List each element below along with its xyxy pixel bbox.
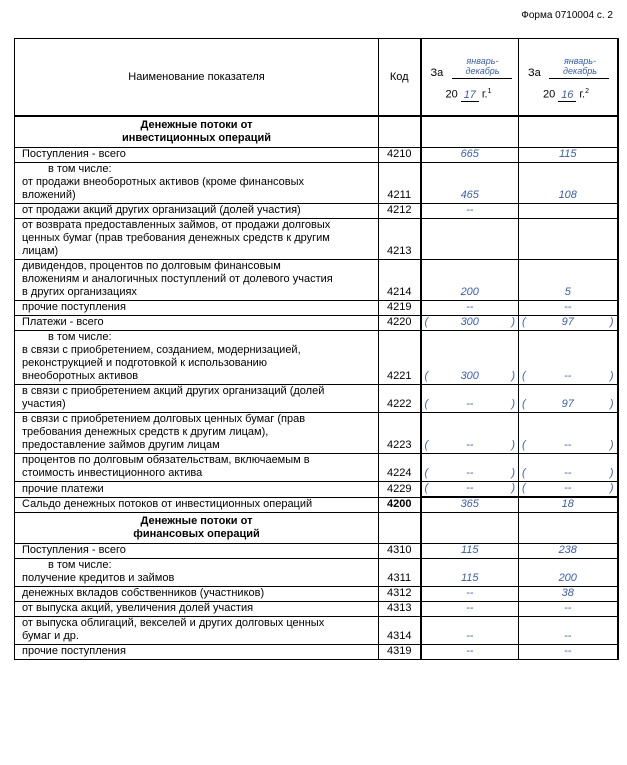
row-label bbox=[15, 116, 379, 148]
value-previous bbox=[519, 559, 618, 587]
cell-value: 115 bbox=[460, 572, 479, 584]
row-label-line: вложений) bbox=[22, 189, 76, 201]
paren-open: ( bbox=[424, 398, 429, 410]
value-previous bbox=[519, 617, 618, 645]
table-row bbox=[15, 331, 618, 385]
paren-close: ) bbox=[511, 467, 515, 479]
cell-value: -- bbox=[466, 587, 474, 599]
value-previous bbox=[519, 331, 618, 385]
value-current bbox=[421, 301, 519, 316]
cell-value: 300 bbox=[460, 370, 479, 382]
row-label-line: в том числе: bbox=[48, 331, 112, 343]
section-row bbox=[15, 116, 618, 148]
cell-value: -- bbox=[564, 602, 572, 614]
row-label bbox=[15, 148, 379, 163]
paren-open: ( bbox=[424, 316, 429, 328]
row-code: 4221 bbox=[379, 331, 421, 385]
paren-close: ) bbox=[609, 439, 614, 451]
row-label bbox=[15, 587, 379, 602]
table-row bbox=[15, 204, 618, 219]
row-code: 4220 bbox=[379, 316, 421, 331]
row-label bbox=[15, 482, 379, 498]
za-label: За bbox=[430, 67, 444, 79]
value-previous bbox=[519, 385, 618, 413]
cell-value: -- bbox=[466, 630, 474, 642]
row-label-line: предоставление займов другим лицам bbox=[22, 439, 220, 451]
row-code: 4212 bbox=[379, 204, 421, 219]
paren-open: ( bbox=[424, 370, 429, 382]
footnote-mark: 2 bbox=[585, 88, 590, 95]
table-row bbox=[15, 587, 618, 602]
row-label bbox=[15, 559, 379, 587]
year-value: 16 bbox=[558, 90, 576, 102]
row-code: 4229 bbox=[379, 482, 421, 498]
value-previous bbox=[519, 116, 618, 148]
paren-close: ) bbox=[511, 482, 515, 494]
paren-open: ( bbox=[424, 482, 429, 494]
row-label-line: Платежи - всего bbox=[22, 316, 104, 328]
row-label-line: участия) bbox=[22, 398, 66, 410]
cell-value: 18 bbox=[561, 498, 574, 510]
cell-value: 115 bbox=[558, 148, 577, 160]
row-label-line: внеоборотных активов bbox=[22, 370, 139, 382]
paren-open: ( bbox=[424, 439, 429, 451]
cell-value: -- bbox=[564, 630, 572, 642]
paren-close: ) bbox=[609, 467, 614, 479]
table-row bbox=[15, 617, 618, 645]
cell-value: 5 bbox=[564, 286, 571, 298]
paren-close: ) bbox=[609, 370, 614, 382]
value-current bbox=[421, 413, 519, 454]
row-label-line: Денежные потоки от bbox=[140, 119, 253, 131]
year-prefix: 20 bbox=[543, 88, 556, 101]
row-label bbox=[15, 163, 379, 204]
cash-flow-table bbox=[14, 38, 619, 660]
value-current bbox=[421, 204, 519, 219]
row-label-line: в связи с приобретением акций других организаций (долей bbox=[22, 385, 325, 397]
value-previous bbox=[519, 544, 618, 559]
cell-value bbox=[519, 204, 617, 218]
row-label-line: дивидендов, процентов по долговым финансовым bbox=[22, 260, 281, 272]
cell-value: 465 bbox=[460, 189, 479, 201]
row-label-line: ценных бумаг (прав требования денежных средств к другим bbox=[22, 232, 330, 244]
row-label bbox=[15, 544, 379, 559]
paren-open: ( bbox=[424, 467, 429, 479]
paren-close: ) bbox=[511, 316, 515, 328]
table-row bbox=[15, 316, 618, 331]
row-code: 4210 bbox=[379, 148, 421, 163]
row-code bbox=[379, 513, 421, 544]
row-label bbox=[15, 413, 379, 454]
value-previous bbox=[519, 513, 618, 544]
cell-value: 200 bbox=[460, 286, 479, 298]
row-label-line: от продажи акций других организаций (долей участия) bbox=[22, 204, 301, 216]
cell-value: 108 bbox=[558, 189, 577, 201]
table-row bbox=[15, 219, 618, 260]
value-current bbox=[421, 163, 519, 204]
table-row bbox=[15, 413, 618, 454]
cell-value: 38 bbox=[561, 587, 574, 599]
table-header bbox=[15, 39, 618, 117]
row-label-line: от продажи внеоборотных активов (кроме финансовых bbox=[22, 176, 305, 188]
cell-value: 200 bbox=[558, 572, 577, 584]
value-previous bbox=[519, 454, 618, 482]
row-code: 4312 bbox=[379, 587, 421, 602]
row-label-line: в том числе: bbox=[48, 163, 112, 175]
row-label-line: в других организациях bbox=[22, 286, 137, 298]
table-row bbox=[15, 301, 618, 316]
row-code: 4319 bbox=[379, 645, 421, 660]
cell-value: 97 bbox=[561, 316, 574, 328]
row-label-line: Поступления - всего bbox=[22, 148, 126, 160]
period-label: январь-декабрь bbox=[465, 56, 500, 76]
row-label bbox=[15, 331, 379, 385]
row-code: 4224 bbox=[379, 454, 421, 482]
row-label-line: от выпуска облигаций, векселей и других долговых ценных bbox=[22, 617, 325, 629]
row-label-line: бумаг и др. bbox=[22, 630, 79, 642]
row-label-line: прочие поступления bbox=[22, 645, 126, 657]
row-label-line: Поступления - всего bbox=[22, 544, 126, 556]
row-label-line: требования денежных средств к другим лицам), bbox=[22, 426, 269, 438]
paren-open: ( bbox=[522, 439, 526, 451]
value-previous bbox=[519, 602, 618, 617]
cell-value: 300 bbox=[460, 316, 479, 328]
row-label bbox=[15, 219, 379, 260]
value-previous bbox=[519, 497, 618, 513]
value-current bbox=[421, 482, 519, 498]
value-previous bbox=[519, 219, 618, 260]
paren-close: ) bbox=[511, 370, 515, 382]
cell-value bbox=[422, 245, 519, 259]
row-label-line: процентов по долговым обязательствам, включаемым в bbox=[22, 454, 310, 466]
cell-value: 97 bbox=[561, 398, 574, 410]
cell-value: -- bbox=[564, 467, 572, 479]
row-code: 4314 bbox=[379, 617, 421, 645]
cell-value: -- bbox=[466, 645, 474, 657]
section-row bbox=[15, 513, 618, 544]
row-label-line: от возврата предоставленных займов, от продажи долговых bbox=[22, 219, 331, 231]
cell-value: -- bbox=[564, 439, 572, 451]
value-current bbox=[421, 385, 519, 413]
row-label bbox=[15, 645, 379, 660]
row-label bbox=[15, 497, 379, 513]
year-suffix: г. bbox=[481, 88, 488, 101]
header-name: Наименование показателя bbox=[15, 39, 379, 117]
row-label-line: инвестиционных операций bbox=[122, 132, 271, 144]
cell-value: -- bbox=[466, 301, 474, 313]
value-previous bbox=[519, 204, 618, 219]
paren-close: ) bbox=[609, 482, 614, 494]
row-label bbox=[15, 602, 379, 617]
row-code: 4213 bbox=[379, 219, 421, 260]
table-row bbox=[15, 602, 618, 617]
row-label-line: в связи с приобретением, созданием, модернизацией, bbox=[22, 344, 301, 356]
value-current bbox=[421, 513, 519, 544]
row-code: 4310 bbox=[379, 544, 421, 559]
row-label bbox=[15, 260, 379, 301]
row-label-line: от выпуска акций, увеличения долей участия bbox=[22, 602, 254, 614]
header-period-previous bbox=[519, 39, 618, 117]
value-current bbox=[421, 645, 519, 660]
value-current bbox=[421, 587, 519, 602]
paren-open: ( bbox=[522, 467, 526, 479]
table-row bbox=[15, 645, 618, 660]
row-label-line: вложениям и аналогичных поступлений от долевого участия bbox=[22, 273, 333, 285]
row-label bbox=[15, 454, 379, 482]
value-current bbox=[421, 454, 519, 482]
year-suffix: г. bbox=[579, 88, 586, 101]
za-label: За bbox=[528, 67, 541, 79]
row-label-line: прочие поступления bbox=[22, 301, 126, 313]
value-previous bbox=[519, 260, 618, 301]
value-current bbox=[421, 316, 519, 331]
row-label bbox=[15, 385, 379, 413]
value-current bbox=[421, 497, 519, 513]
table-row bbox=[15, 497, 618, 513]
value-previous bbox=[519, 316, 618, 331]
cell-value: 665 bbox=[460, 148, 479, 160]
cell-value bbox=[519, 245, 617, 259]
row-label-line: в связи с приобретением долговых ценных бумаг (прав bbox=[22, 413, 306, 425]
table-row bbox=[15, 148, 618, 163]
cell-value: -- bbox=[564, 482, 572, 494]
table-row bbox=[15, 385, 618, 413]
paren-close: ) bbox=[609, 316, 614, 328]
paren-close: ) bbox=[511, 398, 515, 410]
row-label bbox=[15, 301, 379, 316]
cell-value: -- bbox=[564, 645, 572, 657]
period-label: январь-декабрь bbox=[562, 56, 598, 76]
row-label-line: Сальдо денежных потоков от инвестиционных операций bbox=[22, 498, 313, 510]
row-code: 4223 bbox=[379, 413, 421, 454]
row-code: 4211 bbox=[379, 163, 421, 204]
cell-value: 238 bbox=[558, 544, 577, 556]
cell-value: 115 bbox=[460, 544, 479, 556]
table-row bbox=[15, 260, 618, 301]
paren-close: ) bbox=[609, 398, 614, 410]
value-current bbox=[421, 219, 519, 260]
value-current bbox=[421, 260, 519, 301]
paren-open: ( bbox=[522, 482, 526, 494]
row-code: 4214 bbox=[379, 260, 421, 301]
row-label-line: получение кредитов и займов bbox=[22, 572, 175, 584]
table-row bbox=[15, 163, 618, 204]
cell-value: -- bbox=[466, 602, 474, 614]
value-previous bbox=[519, 148, 618, 163]
value-previous bbox=[519, 482, 618, 498]
cell-value: -- bbox=[564, 370, 572, 382]
cell-value: -- bbox=[466, 398, 474, 410]
value-previous bbox=[519, 413, 618, 454]
value-previous bbox=[519, 645, 618, 660]
header-code: Код bbox=[379, 39, 421, 117]
value-current bbox=[421, 544, 519, 559]
value-previous bbox=[519, 163, 618, 204]
row-code: 4311 bbox=[379, 559, 421, 587]
paren-open: ( bbox=[522, 370, 526, 382]
paren-open: ( bbox=[522, 398, 526, 410]
table-row bbox=[15, 544, 618, 559]
cell-value: -- bbox=[466, 467, 474, 479]
row-label-line: Денежные потоки от bbox=[140, 515, 253, 527]
table-row bbox=[15, 454, 618, 482]
row-label-line: финансовых операций bbox=[133, 528, 260, 540]
form-code: Форма 0710004 с. 2 bbox=[521, 10, 613, 21]
row-code: 4313 bbox=[379, 602, 421, 617]
value-current bbox=[421, 559, 519, 587]
value-current bbox=[421, 331, 519, 385]
table-row bbox=[15, 559, 618, 587]
year-value: 17 bbox=[461, 90, 479, 102]
cell-value: -- bbox=[466, 204, 474, 216]
row-label-line: лицам) bbox=[22, 245, 59, 257]
paren-open: ( bbox=[522, 316, 526, 328]
cell-value: -- bbox=[466, 482, 474, 494]
row-label-line: в том числе: bbox=[48, 559, 112, 571]
paren-close: ) bbox=[511, 439, 515, 451]
row-code: 4222 bbox=[379, 385, 421, 413]
footnote-mark: 1 bbox=[487, 88, 492, 95]
row-code bbox=[379, 116, 421, 148]
row-code: 4200 bbox=[379, 497, 421, 513]
cell-value: -- bbox=[466, 439, 474, 451]
value-current bbox=[421, 617, 519, 645]
header-period-current bbox=[421, 39, 519, 117]
value-previous bbox=[519, 301, 618, 316]
year-prefix: 20 bbox=[445, 88, 458, 101]
row-label bbox=[15, 316, 379, 331]
cell-value: -- bbox=[564, 301, 572, 313]
row-label-line: реконструкцией и подготовкой к использованию bbox=[22, 357, 268, 369]
value-current bbox=[421, 602, 519, 617]
row-code: 4219 bbox=[379, 301, 421, 316]
cell-value: 365 bbox=[460, 498, 479, 510]
table-row bbox=[15, 482, 618, 498]
row-label-line: стоимость инвестиционного актива bbox=[22, 467, 203, 479]
value-current bbox=[421, 148, 519, 163]
row-label bbox=[15, 513, 379, 544]
value-current bbox=[421, 116, 519, 148]
row-label-line: денежных вкладов собственников (участников) bbox=[22, 587, 265, 599]
row-label-line: прочие платежи bbox=[22, 482, 104, 495]
row-label bbox=[15, 204, 379, 219]
value-previous bbox=[519, 587, 618, 602]
row-label bbox=[15, 617, 379, 645]
